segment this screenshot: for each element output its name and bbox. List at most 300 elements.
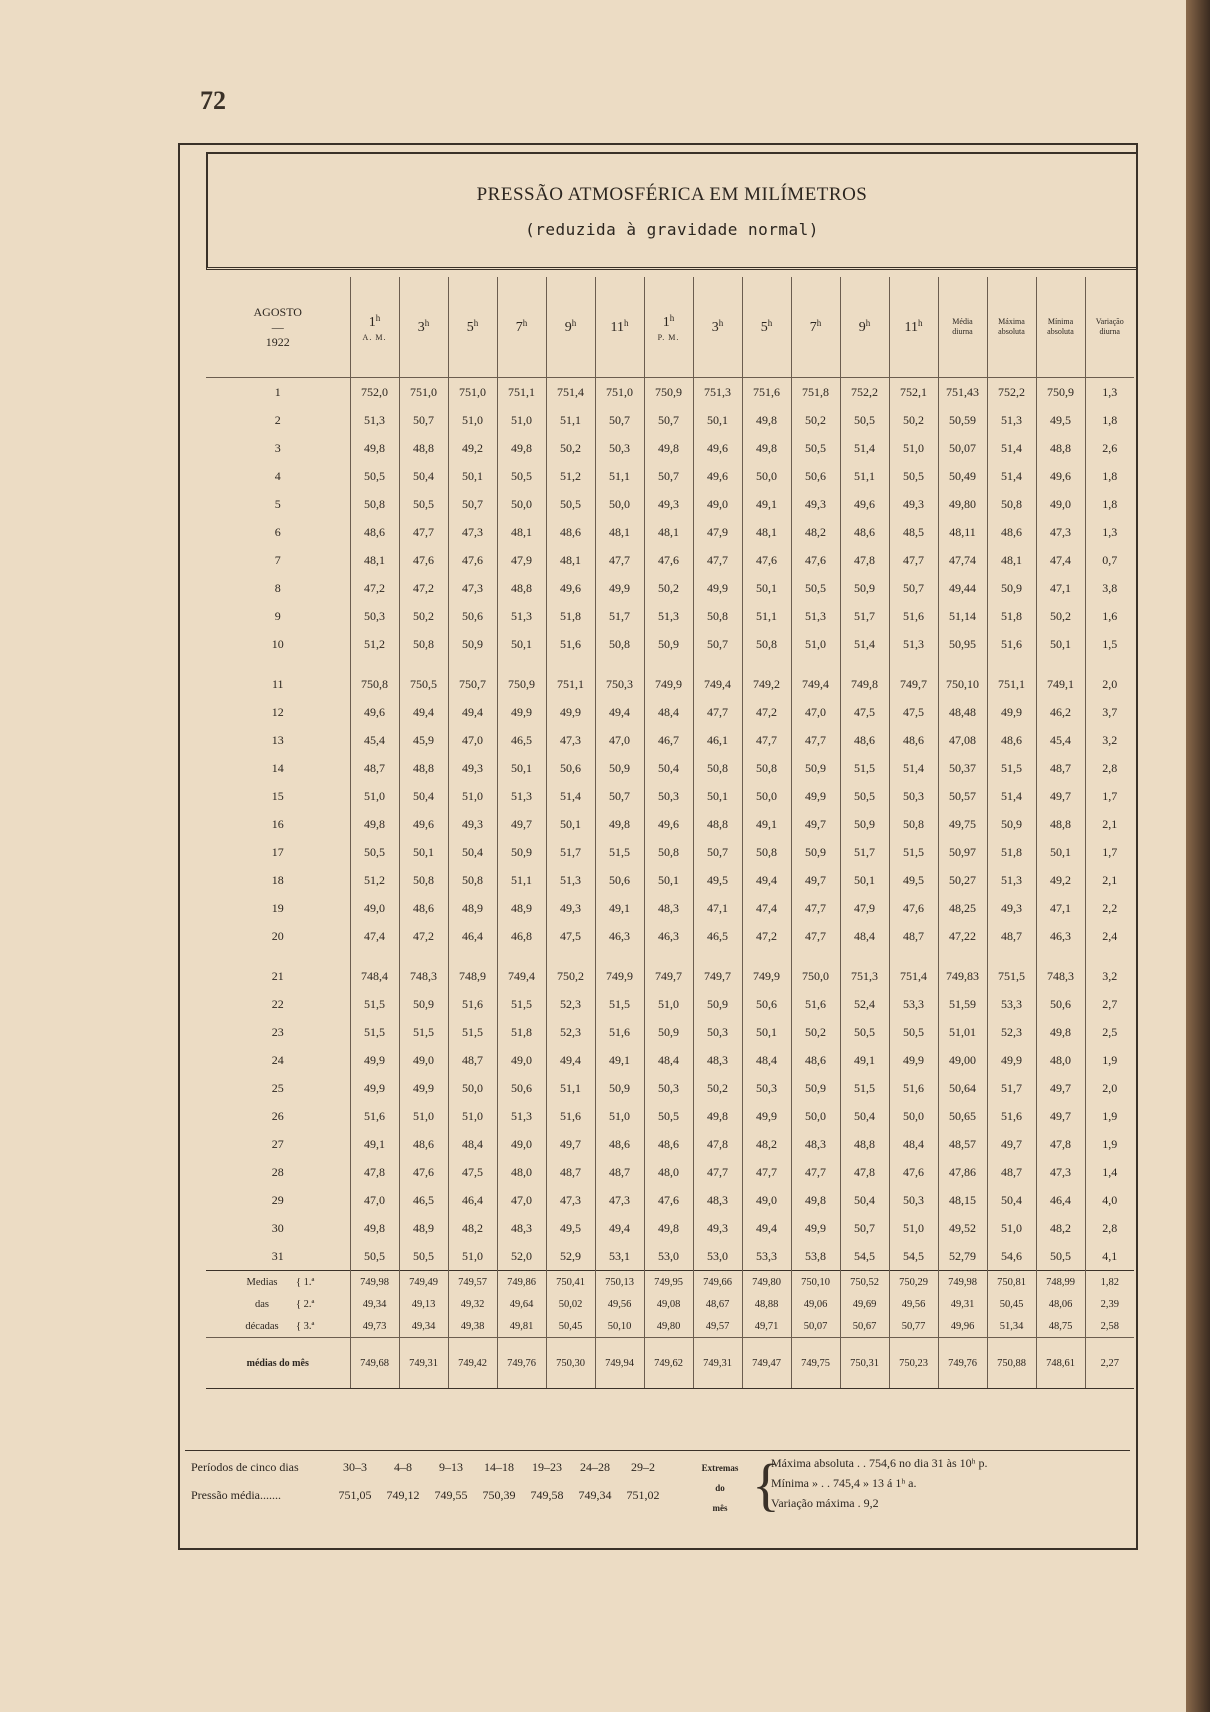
value-cell: 0,7 xyxy=(1085,546,1134,574)
value-cell: 49,1 xyxy=(595,1046,644,1074)
gap-cell xyxy=(497,658,546,670)
value-cell: 49,81 xyxy=(497,1315,546,1338)
value-cell: 51,6 xyxy=(350,1102,399,1130)
hour-label: 3 xyxy=(417,320,425,335)
hour-suffix: h xyxy=(865,318,871,328)
value-cell: 51,0 xyxy=(595,1102,644,1130)
value-cell: 749,4 xyxy=(497,962,546,990)
value-cell: 50,6 xyxy=(546,754,595,782)
value-cell: 750,3 xyxy=(595,670,644,698)
header-text-line: Mínima xyxy=(1047,317,1074,326)
value-cell: 48,15 xyxy=(938,1186,987,1214)
value-cell: 50,27 xyxy=(938,866,987,894)
day-cell: 2 xyxy=(274,412,281,427)
value-cell: 49,5 xyxy=(546,1214,595,1242)
value-cell: 47,9 xyxy=(840,894,889,922)
value-cell: 50,3 xyxy=(644,782,693,810)
gap-cell xyxy=(448,950,497,962)
value-cell: 49,71 xyxy=(742,1315,791,1338)
value-cell: 50,9 xyxy=(595,754,644,782)
value-cell: 51,0 xyxy=(644,990,693,1018)
hour-header-8 xyxy=(693,277,742,378)
value-cell: 47,3 xyxy=(448,518,497,546)
gap-cell xyxy=(840,950,889,962)
value-cell: 50,2 xyxy=(399,602,448,630)
value-cell: 50,6 xyxy=(742,990,791,1018)
value-cell: 48,6 xyxy=(399,894,448,922)
value-cell: 50,67 xyxy=(840,1315,889,1338)
value-cell: 3,7 xyxy=(1085,698,1134,726)
value-cell: 54,6 xyxy=(987,1242,1036,1271)
value-cell: 749,9 xyxy=(644,670,693,698)
value-cell: 50,97 xyxy=(938,838,987,866)
value-cell: 49,9 xyxy=(742,1102,791,1130)
value-cell: 49,4 xyxy=(546,1046,595,1074)
value-cell: 50,4 xyxy=(644,754,693,782)
value-cell: 750,31 xyxy=(840,1338,889,1389)
gap-cell xyxy=(840,658,889,670)
value-cell: 50,2 xyxy=(644,574,693,602)
day-cell: 19 xyxy=(271,900,284,915)
table-row xyxy=(206,630,1134,658)
table-title: PRESSÃO ATMOSFÉRICA EM MILÍMETROS xyxy=(476,184,868,205)
hour-suffix: h xyxy=(571,318,577,328)
extreme-variation: Variação máxima . 9,2 xyxy=(771,1496,879,1510)
day-cell: 15 xyxy=(271,788,284,803)
table-row xyxy=(206,462,1134,490)
day-cell: 24 xyxy=(271,1052,284,1067)
table-row xyxy=(206,434,1134,462)
day-cell: 14 xyxy=(271,760,284,775)
gap-cell xyxy=(1036,658,1085,670)
table-row xyxy=(206,406,1134,434)
value-cell: 750,5 xyxy=(399,670,448,698)
value-cell: 50,7 xyxy=(595,406,644,434)
table-row xyxy=(206,810,1134,838)
value-cell: 49,31 xyxy=(938,1293,987,1315)
day-cell: 16 xyxy=(271,816,284,831)
value-cell: 49,7 xyxy=(791,866,840,894)
value-cell: 50,8 xyxy=(644,838,693,866)
value-cell: 748,99 xyxy=(1036,1271,1085,1294)
decade-label-cell xyxy=(206,1271,350,1294)
value-cell: 46,5 xyxy=(693,922,742,950)
value-cell: 47,08 xyxy=(938,726,987,754)
value-cell: 749,95 xyxy=(644,1271,693,1294)
value-cell: 49,3 xyxy=(546,894,595,922)
value-cell: 53,8 xyxy=(791,1242,840,1271)
value-cell: 50,3 xyxy=(595,434,644,462)
value-cell: 48,88 xyxy=(742,1293,791,1315)
decade-number: { 3.ª xyxy=(296,1320,315,1332)
value-cell: 50,0 xyxy=(791,1102,840,1130)
day-cell: 21 xyxy=(271,968,284,983)
value-cell: 50,5 xyxy=(889,462,938,490)
value-cell: 49,4 xyxy=(742,866,791,894)
value-cell: 50,1 xyxy=(1036,838,1085,866)
value-cell: 47,7 xyxy=(791,922,840,950)
header-text-line: Variação xyxy=(1095,317,1124,326)
value-cell: 751,6 xyxy=(742,378,791,407)
value-cell: 48,2 xyxy=(742,1130,791,1158)
value-cell: 47,6 xyxy=(791,546,840,574)
value-cell: 50,8 xyxy=(889,810,938,838)
value-cell: 49,8 xyxy=(693,1102,742,1130)
value-cell: 50,2 xyxy=(791,406,840,434)
value-cell: 1,9 xyxy=(1085,1102,1134,1130)
value-cell: 50,3 xyxy=(889,782,938,810)
value-cell: 49,6 xyxy=(644,810,693,838)
value-cell: 49,9 xyxy=(350,1046,399,1074)
value-cell: 50,9 xyxy=(791,838,840,866)
value-cell: 48,25 xyxy=(938,894,987,922)
gap-cell xyxy=(399,950,448,962)
hour-label: 1 xyxy=(662,314,670,330)
value-cell: 50,1 xyxy=(448,462,497,490)
value-cell: 51,1 xyxy=(546,1074,595,1102)
extremes-label xyxy=(690,1458,750,1518)
hour-suffix: h xyxy=(424,318,430,328)
value-cell: 48,1 xyxy=(497,518,546,546)
value-cell: 48,1 xyxy=(742,518,791,546)
value-cell: 49,96 xyxy=(938,1315,987,1338)
value-cell: 51,5 xyxy=(350,990,399,1018)
decade-label-cell xyxy=(206,1293,350,1315)
periods-label: Períodos de cinco dias xyxy=(191,1460,299,1474)
value-cell: 47,6 xyxy=(889,894,938,922)
value-cell: 48,8 xyxy=(399,434,448,462)
value-cell: 2,4 xyxy=(1085,922,1134,950)
value-cell: 49,8 xyxy=(742,406,791,434)
value-cell: 51,0 xyxy=(889,434,938,462)
table-row xyxy=(206,698,1134,726)
value-cell: 52,79 xyxy=(938,1242,987,1271)
hour-header-11 xyxy=(840,277,889,378)
value-cell: 51,7 xyxy=(840,602,889,630)
value-cell: 49,1 xyxy=(350,1130,399,1158)
value-cell: 47,0 xyxy=(497,1186,546,1214)
value-cell: 51,7 xyxy=(840,838,889,866)
value-cell: 51,0 xyxy=(987,1214,1036,1242)
value-cell: 51,1 xyxy=(742,602,791,630)
page-number: 72 xyxy=(200,86,226,115)
value-cell: 752,2 xyxy=(840,378,889,407)
value-cell: 749,80 xyxy=(742,1271,791,1294)
value-cell: 50,1 xyxy=(399,838,448,866)
value-cell: 47,86 xyxy=(938,1158,987,1186)
value-cell: 53,0 xyxy=(693,1242,742,1271)
value-cell: 749,76 xyxy=(938,1338,987,1389)
value-cell: 47,8 xyxy=(693,1130,742,1158)
value-cell: 52,3 xyxy=(546,990,595,1018)
value-cell: 53,3 xyxy=(889,990,938,1018)
value-cell: 49,3 xyxy=(693,1214,742,1242)
value-cell: 48,6 xyxy=(840,518,889,546)
value-cell: 50,8 xyxy=(742,630,791,658)
value-cell: 50,95 xyxy=(938,630,987,658)
value-cell: 47,7 xyxy=(889,546,938,574)
day-cell: 17 xyxy=(271,844,284,859)
value-cell: 750,2 xyxy=(546,962,595,990)
hour-header-3 xyxy=(448,277,497,378)
value-cell: 50,1 xyxy=(497,630,546,658)
value-cell: 51,0 xyxy=(448,1242,497,1271)
gap-cell xyxy=(987,658,1036,670)
value-cell: 51,3 xyxy=(546,866,595,894)
value-cell: 51,4 xyxy=(889,754,938,782)
value-cell: 750,9 xyxy=(1036,378,1085,407)
value-cell: 49,8 xyxy=(497,434,546,462)
value-cell: 49,6 xyxy=(693,434,742,462)
value-cell: 750,13 xyxy=(595,1271,644,1294)
date-header xyxy=(206,277,350,378)
value-cell: 1,4 xyxy=(1085,1158,1134,1186)
value-cell: 51,3 xyxy=(497,1102,546,1130)
value-cell: 49,6 xyxy=(693,462,742,490)
hour-suffix: h xyxy=(375,312,381,323)
value-cell: 47,6 xyxy=(448,546,497,574)
gap-cell xyxy=(546,950,595,962)
value-cell: 50,1 xyxy=(546,810,595,838)
decade-gap xyxy=(206,658,1134,670)
value-cell: 3,8 xyxy=(1085,574,1134,602)
gap-cell xyxy=(350,950,399,962)
value-cell: 49,00 xyxy=(938,1046,987,1074)
value-cell: 47,7 xyxy=(693,698,742,726)
value-cell: 46,3 xyxy=(595,922,644,950)
day-cell: 20 xyxy=(271,928,284,943)
value-cell: 750,81 xyxy=(987,1271,1036,1294)
value-cell: 51,0 xyxy=(448,406,497,434)
value-cell: 47,7 xyxy=(742,1158,791,1186)
decade-number: { 1.ª xyxy=(296,1276,315,1288)
value-cell: 49,8 xyxy=(595,810,644,838)
hour-suffix: h xyxy=(917,318,923,328)
gap-cell xyxy=(448,658,497,670)
value-cell: 48,6 xyxy=(987,726,1036,754)
value-cell: 49,0 xyxy=(742,1186,791,1214)
value-cell: 50,6 xyxy=(1036,990,1085,1018)
table-row xyxy=(206,726,1134,754)
value-cell: 749,83 xyxy=(938,962,987,990)
value-cell: 49,5 xyxy=(1036,406,1085,434)
value-cell: 49,34 xyxy=(350,1293,399,1315)
value-cell: 49,6 xyxy=(840,490,889,518)
value-cell: 50,8 xyxy=(693,754,742,782)
table-row xyxy=(206,962,1134,990)
value-cell: 748,61 xyxy=(1036,1338,1085,1389)
value-cell: 45,4 xyxy=(1036,726,1085,754)
value-cell: 47,7 xyxy=(693,546,742,574)
value-cell: 50,0 xyxy=(497,490,546,518)
value-cell: 3,2 xyxy=(1085,726,1134,754)
value-cell: 49,0 xyxy=(497,1130,546,1158)
month-mean-row xyxy=(206,1338,1134,1389)
value-cell: 49,9 xyxy=(399,1074,448,1102)
value-cell: 51,34 xyxy=(987,1315,1036,1338)
value-cell: 4,1 xyxy=(1085,1242,1134,1271)
gap-cell xyxy=(399,658,448,670)
value-cell: 47,2 xyxy=(399,574,448,602)
value-cell: 48,8 xyxy=(399,754,448,782)
day-cell: 31 xyxy=(271,1248,284,1263)
value-cell: 50,9 xyxy=(791,754,840,782)
value-cell: 50,8 xyxy=(350,490,399,518)
value-cell: 48,9 xyxy=(399,1214,448,1242)
value-cell: 2,1 xyxy=(1085,866,1134,894)
period-pressure: 749,12 xyxy=(386,1488,420,1502)
header-text-line: diurna xyxy=(952,327,973,336)
table-row xyxy=(206,1018,1134,1046)
hour-header-1 xyxy=(350,277,399,378)
value-cell: 749,86 xyxy=(497,1271,546,1294)
value-cell: 47,2 xyxy=(742,922,791,950)
hour-header-10 xyxy=(791,277,840,378)
value-cell: 51,1 xyxy=(497,866,546,894)
period-range: 29–2 xyxy=(631,1460,655,1474)
value-cell: 47,0 xyxy=(350,1186,399,1214)
table-row xyxy=(206,838,1134,866)
value-cell: 50,5 xyxy=(840,406,889,434)
value-cell: 50,5 xyxy=(840,1018,889,1046)
day-cell: 9 xyxy=(274,608,281,623)
gap-cell xyxy=(1085,950,1134,962)
value-cell: 49,1 xyxy=(742,490,791,518)
gap-cell xyxy=(546,658,595,670)
pressure-table xyxy=(206,277,1134,1389)
value-cell: 50,4 xyxy=(840,1186,889,1214)
month-dash: — xyxy=(271,319,284,334)
value-cell: 49,80 xyxy=(644,1315,693,1338)
period-range: 30–3 xyxy=(343,1460,367,1474)
value-cell: 47,5 xyxy=(889,698,938,726)
value-cell: 49,8 xyxy=(350,1214,399,1242)
value-cell: 749,7 xyxy=(889,670,938,698)
value-cell: 748,9 xyxy=(448,962,497,990)
value-cell: 49,6 xyxy=(546,574,595,602)
period-range: 4–8 xyxy=(394,1460,412,1474)
footer-rule xyxy=(185,1450,1130,1451)
value-cell: 51,4 xyxy=(987,462,1036,490)
day-cell: 1 xyxy=(274,384,281,399)
value-cell: 50,45 xyxy=(987,1293,1036,1315)
day-cell: 6 xyxy=(274,524,281,539)
value-cell: 47,6 xyxy=(889,1158,938,1186)
value-cell: 49,8 xyxy=(350,434,399,462)
value-cell: 50,1 xyxy=(693,782,742,810)
value-cell: 47,4 xyxy=(350,922,399,950)
period-pressure: 750,39 xyxy=(482,1488,516,1502)
period-range: 24–28 xyxy=(580,1460,610,1474)
value-cell: 47,0 xyxy=(595,726,644,754)
hour-suffix: h xyxy=(718,318,724,328)
decade-label-word: das xyxy=(255,1298,269,1310)
value-cell: 50,2 xyxy=(693,1074,742,1102)
value-cell: 47,8 xyxy=(1036,1130,1085,1158)
value-cell: 51,1 xyxy=(840,462,889,490)
hour-label: 7 xyxy=(515,320,523,335)
value-cell: 49,13 xyxy=(399,1293,448,1315)
value-cell: 52,3 xyxy=(987,1018,1036,1046)
value-cell: 749,31 xyxy=(399,1338,448,1389)
value-cell: 47,8 xyxy=(350,1158,399,1186)
value-cell: 50,4 xyxy=(399,462,448,490)
value-cell: 51,0 xyxy=(448,782,497,810)
value-cell: 50,5 xyxy=(644,1102,693,1130)
period-pressure: 749,34 xyxy=(578,1488,612,1502)
value-cell: 46,4 xyxy=(448,922,497,950)
extremes-label-3: mês xyxy=(712,1503,728,1513)
value-cell: 49,06 xyxy=(791,1293,840,1315)
value-cell: 50,57 xyxy=(938,782,987,810)
value-cell: 49,9 xyxy=(595,574,644,602)
value-cell: 48,6 xyxy=(987,518,1036,546)
value-cell: 50,7 xyxy=(399,406,448,434)
value-cell: 47,7 xyxy=(693,1158,742,1186)
value-cell: 48,7 xyxy=(987,1158,1036,1186)
decade-label-word: Medias xyxy=(246,1276,278,1288)
value-cell: 49,7 xyxy=(546,1130,595,1158)
hour-label: 9 xyxy=(858,320,866,335)
value-cell: 49,7 xyxy=(1036,1102,1085,1130)
value-cell: 49,8 xyxy=(644,434,693,462)
value-cell: 2,2 xyxy=(1085,894,1134,922)
value-cell: 48,8 xyxy=(497,574,546,602)
hour-suffix: h xyxy=(623,318,629,328)
value-cell: 48,2 xyxy=(791,518,840,546)
value-cell: 48,6 xyxy=(595,1130,644,1158)
gap-cell xyxy=(206,950,350,962)
value-cell: 50,8 xyxy=(742,838,791,866)
value-cell: 49,34 xyxy=(399,1315,448,1338)
day-cell: 4 xyxy=(274,468,281,483)
value-cell: 51,5 xyxy=(840,754,889,782)
day-cell: 7 xyxy=(274,552,281,567)
value-cell: 50,9 xyxy=(840,574,889,602)
value-cell: 50,9 xyxy=(448,630,497,658)
value-cell: 47,0 xyxy=(791,698,840,726)
value-cell: 750,30 xyxy=(546,1338,595,1389)
value-cell: 2,8 xyxy=(1085,754,1134,782)
value-cell: 1,8 xyxy=(1085,406,1134,434)
value-cell: 48,7 xyxy=(889,922,938,950)
value-cell: 50,1 xyxy=(693,406,742,434)
value-cell: 50,7 xyxy=(693,630,742,658)
value-cell: 51,6 xyxy=(448,990,497,1018)
value-cell: 48,7 xyxy=(546,1158,595,1186)
value-cell: 2,1 xyxy=(1085,810,1134,838)
hour-label: 7 xyxy=(809,320,817,335)
value-cell: 50,7 xyxy=(595,782,644,810)
extreme-max: Máxima absoluta . . 754,6 no dia 31 às 10ʰ p. xyxy=(771,1456,988,1470)
value-cell: 749,49 xyxy=(399,1271,448,1294)
value-cell: 1,8 xyxy=(1085,490,1134,518)
value-cell: 51,6 xyxy=(546,1102,595,1130)
value-cell: 51,6 xyxy=(889,1074,938,1102)
value-cell: 47,7 xyxy=(399,518,448,546)
table-row xyxy=(206,490,1134,518)
value-cell: 48,0 xyxy=(644,1158,693,1186)
value-cell: 49,7 xyxy=(791,810,840,838)
value-cell: 749,4 xyxy=(791,670,840,698)
value-cell: 49,4 xyxy=(399,698,448,726)
value-cell: 52,9 xyxy=(546,1242,595,1271)
header-text-line: diurna xyxy=(1099,327,1120,336)
day-cell: 29 xyxy=(271,1192,284,1207)
value-cell: 751,0 xyxy=(595,378,644,407)
value-cell: 750,52 xyxy=(840,1271,889,1294)
value-cell: 50,1 xyxy=(840,866,889,894)
